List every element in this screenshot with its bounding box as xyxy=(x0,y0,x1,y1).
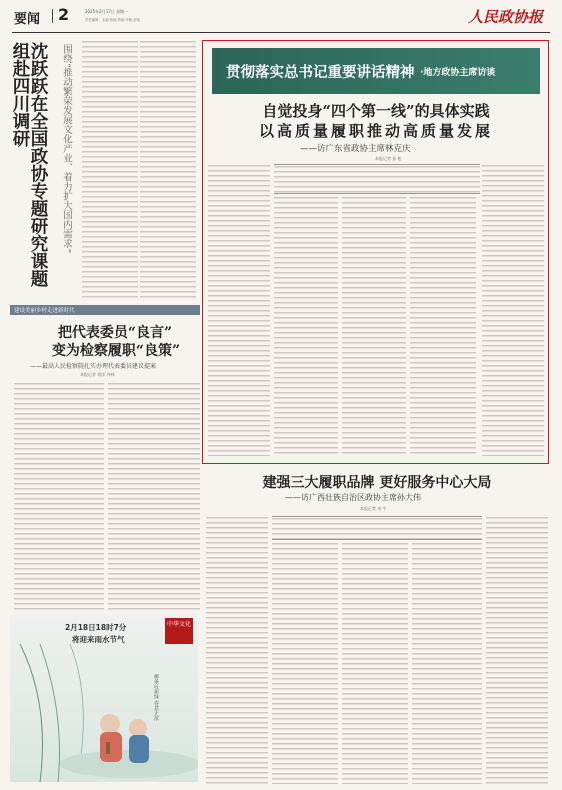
section-label: 要闻 xyxy=(14,12,41,27)
feature-col-3 xyxy=(342,196,406,456)
lower-left-col-2 xyxy=(108,382,200,612)
left-article-text xyxy=(82,40,138,298)
ad-date-line: 2月18日18时7分 xyxy=(65,623,127,632)
lower-left-col-1 xyxy=(14,382,104,612)
lower-left-byline: 本报记者 刘洋 齐林 xyxy=(80,372,115,377)
section-divider xyxy=(52,9,53,23)
feature-intro-box xyxy=(274,164,480,194)
seal-text: 中华文化 xyxy=(166,621,191,628)
left-article-text-2 xyxy=(140,40,196,298)
bottom-subhead: ——访广西壮族自治区政协主席孙大伟 xyxy=(285,493,421,502)
bottom-col-3 xyxy=(342,542,408,784)
masthead-editors: 责任编辑：宋嘉 张晓 曾丽 乔敏 彭瑶 xyxy=(85,18,141,22)
vertical-headline: 沈跃跃在全国政协专题研究课题组赴四川调研 xyxy=(10,42,48,287)
bottom-col-1 xyxy=(206,516,268,784)
bottom-byline: 本报记者 刘 平 xyxy=(360,506,387,511)
feature-col-4 xyxy=(410,196,476,456)
vertical-subhead: 围绕“推动繁荣发展文化产业、着力扩大国内需求” xyxy=(61,44,72,254)
bottom-intro-box xyxy=(272,516,482,540)
feature-banner-tag: ·地方政协主席访谈 xyxy=(420,68,496,78)
lower-left-headline-2: 变为检察履职“良策” xyxy=(51,343,181,359)
lower-left-subhead: ——最高人民检察院扎实办理代表委员建议提案 xyxy=(30,363,157,370)
bottom-col-2 xyxy=(272,542,338,784)
bottom-headline: 建强三大履职品牌 更好服务中心大局 xyxy=(262,475,492,491)
willow-illustration xyxy=(10,644,198,782)
newspaper-logo: 人民政协报 xyxy=(468,8,544,26)
feature-col-1 xyxy=(208,164,270,456)
section-ribbon xyxy=(10,305,200,315)
bottom-col-5 xyxy=(486,516,548,784)
masthead-date: 2025年2月17日 星期一 xyxy=(85,9,129,14)
feature-banner xyxy=(212,48,540,94)
feature-banner-title: 贯彻落实总书记重要讲话精神 xyxy=(226,64,415,81)
ad-event-line: 将迎来雨水节气 xyxy=(72,635,125,644)
masthead-rule xyxy=(12,32,550,33)
ad-caption: 柳条吐新绿 春意正浓 xyxy=(153,674,159,721)
bottom-col-4 xyxy=(412,542,482,784)
page-number: 2 xyxy=(58,5,70,24)
seal-stamp xyxy=(165,618,193,644)
feature-headline-1: 自觉投身“四个第一线”的具体实践 xyxy=(262,102,490,120)
lower-left-headline-1: 把代表委员“良言” xyxy=(57,325,173,341)
feature-subhead: ——访广东省政协主席林克庆 xyxy=(300,144,411,154)
ribbon-label: 建设美丽乡村走进新时代 xyxy=(14,308,75,314)
feature-col-2 xyxy=(274,196,338,456)
festival-ad xyxy=(10,614,198,782)
feature-byline: 本报记者 孙 松 xyxy=(375,156,402,161)
feature-col-5 xyxy=(482,164,544,456)
feature-headline-2: 以高质量履职推动高质量发展 xyxy=(258,122,493,140)
masthead xyxy=(0,0,562,36)
